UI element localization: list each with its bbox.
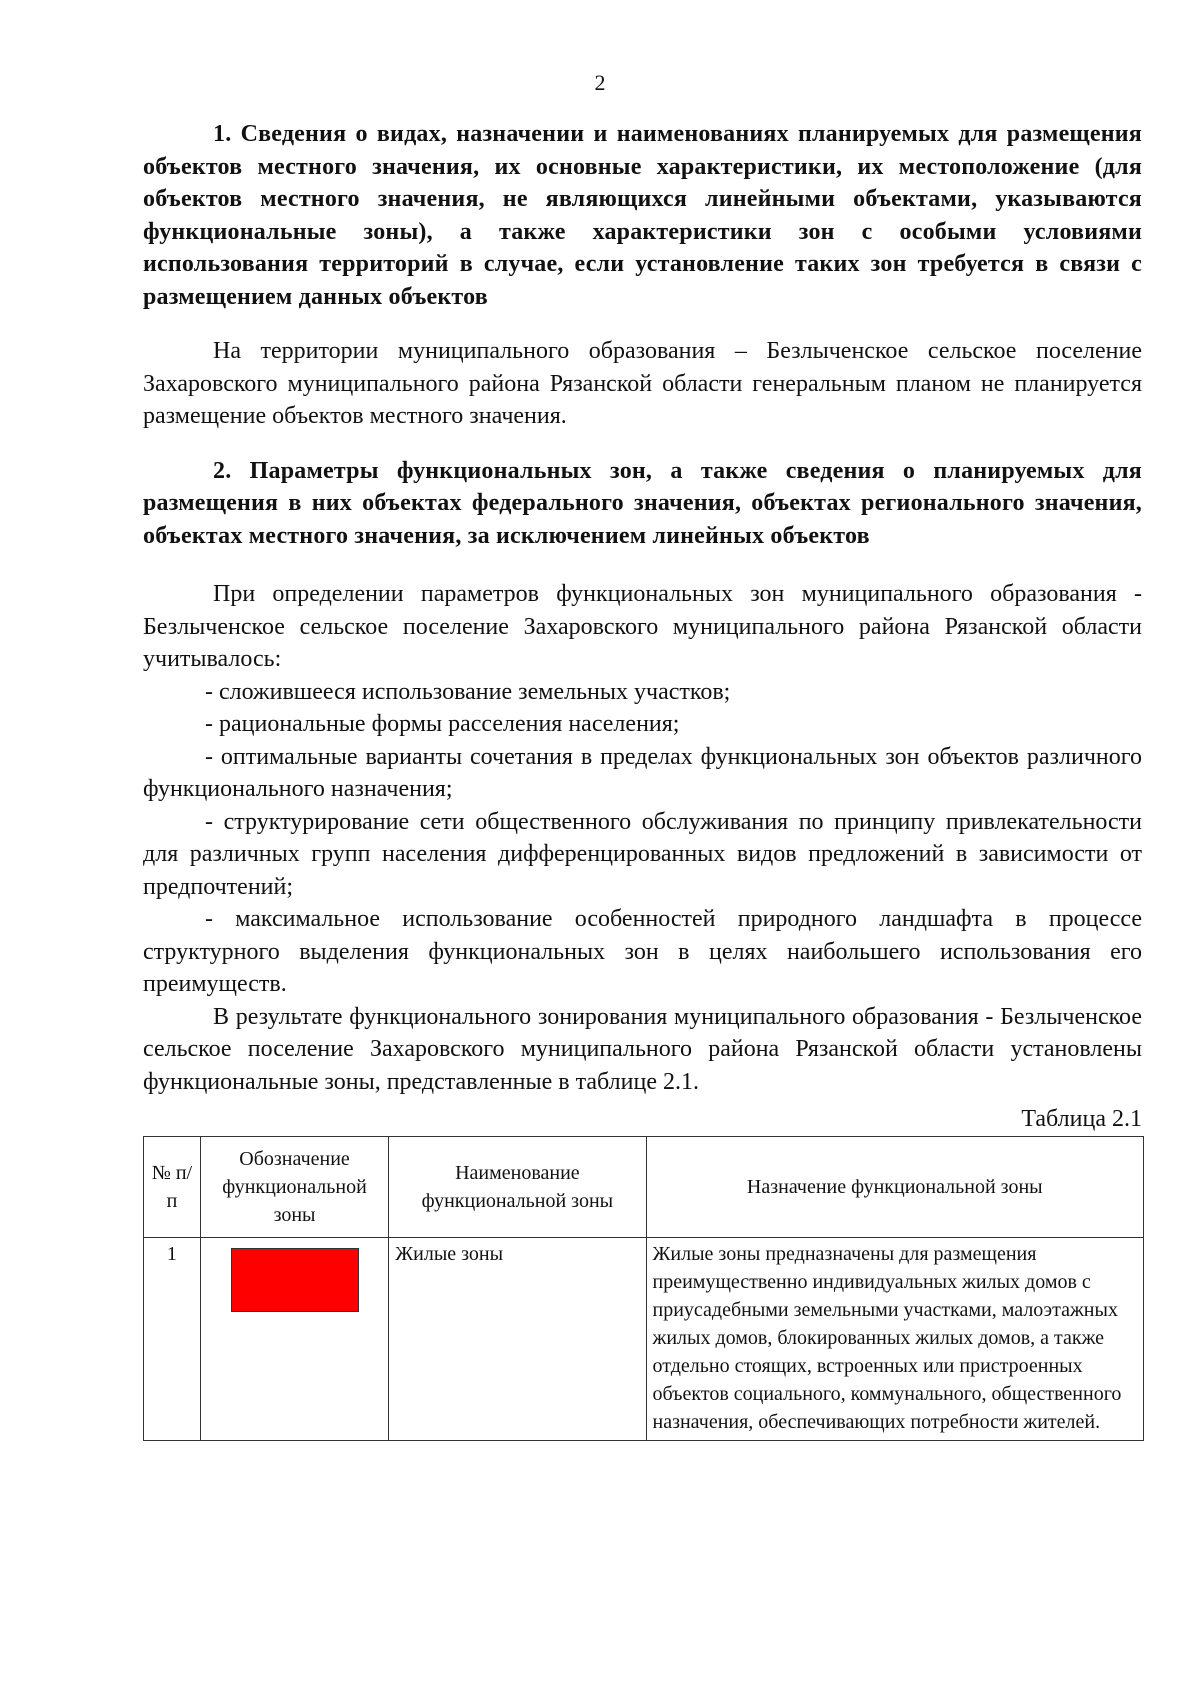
list-item: - рациональные формы расселения населения;: [205, 711, 680, 737]
list-item: - сложившееся использование земельных участков;: [205, 678, 731, 705]
list-item: - структурирование сети общественного обслуживания по принципу привлекательности для различных групп населения дифференцированных видов предложений в зависимости от предпочтений;: [143, 808, 1142, 900]
header-name: Наименование функциональной зоны: [389, 1137, 646, 1238]
header-symbol: Обозначение функциональной зоны: [200, 1137, 388, 1238]
section-1-paragraph: На территории муниципального образования – Безлыченское сельское поселение Захаровского муниципального района Рязанской области генеральным планом не планируется размещение объектов местного значения.: [143, 338, 1142, 429]
section-2-heading: 2. Параметры функциональных зон, а также сведения о планируемых для размещения в них объектах федерального значения, объектах регионального значения, объектах местного значения, за исключением линейных объектов: [143, 457, 1142, 549]
functional-zones-table: [143, 1136, 1144, 1441]
zone-color-swatch: [231, 1248, 359, 1312]
header-purpose: Назначение функциональной зоны: [646, 1137, 1144, 1238]
cell-name: Жилые зоны: [389, 1238, 646, 1441]
list-item: - оптимальные варианты сочетания в пределах функциональных зон объектов различного функционального назначения;: [143, 743, 1142, 802]
section-2-intro: При определении параметров функциональных зон муниципального образования - Безлыченское сельское поселение Захаровского муниципального района Рязанской области учитывалось:: [143, 581, 1142, 672]
section-1-heading: 1. Сведения о видах, назначении и наименованиях планируемых для размещения объектов местного значения, их основные характеристики, их местоположение (для объектов местного значения, не являющихся линейными объектами, указываются функциональные зоны), а также характеристики зон с особыми условиями использования территорий в случае, если установление таких зон требуется в связи с размещением данных объектов: [143, 121, 1142, 310]
table-caption: Таблица 2.1: [1021, 1106, 1142, 1132]
table-header-row: [144, 1137, 1144, 1238]
document-body: [143, 118, 1142, 1441]
header-num: № п/п: [144, 1137, 201, 1238]
page-number: 2: [594, 70, 606, 95]
cell-purpose: Жилые зоны предназначены для размещения преимущественно индивидуальных жилых домов с приусадебными земельными участками, малоэтажных жилых домов, блокированных жилых домов, а также отдельно стоящих, встроенных или пристроенных объектов социального, коммунального, общественного назначения, обеспечивающих потребности жителей.: [646, 1238, 1144, 1441]
cell-symbol: [200, 1238, 388, 1441]
list-item: - максимальное использование особенностей природного ландшафта в процессе структурного выделения функциональных зон в целях наибольшего использования его преимуществ.: [143, 906, 1142, 997]
cell-num: 1: [144, 1238, 201, 1441]
table-row: [144, 1238, 1144, 1441]
section-2-result: В результате функционального зонирования муниципального образования - Безлыченское сельское поселение Захаровского муниципального района Рязанской области установлены функциональные зоны, представленные в таблице 2.1.: [143, 1003, 1142, 1095]
